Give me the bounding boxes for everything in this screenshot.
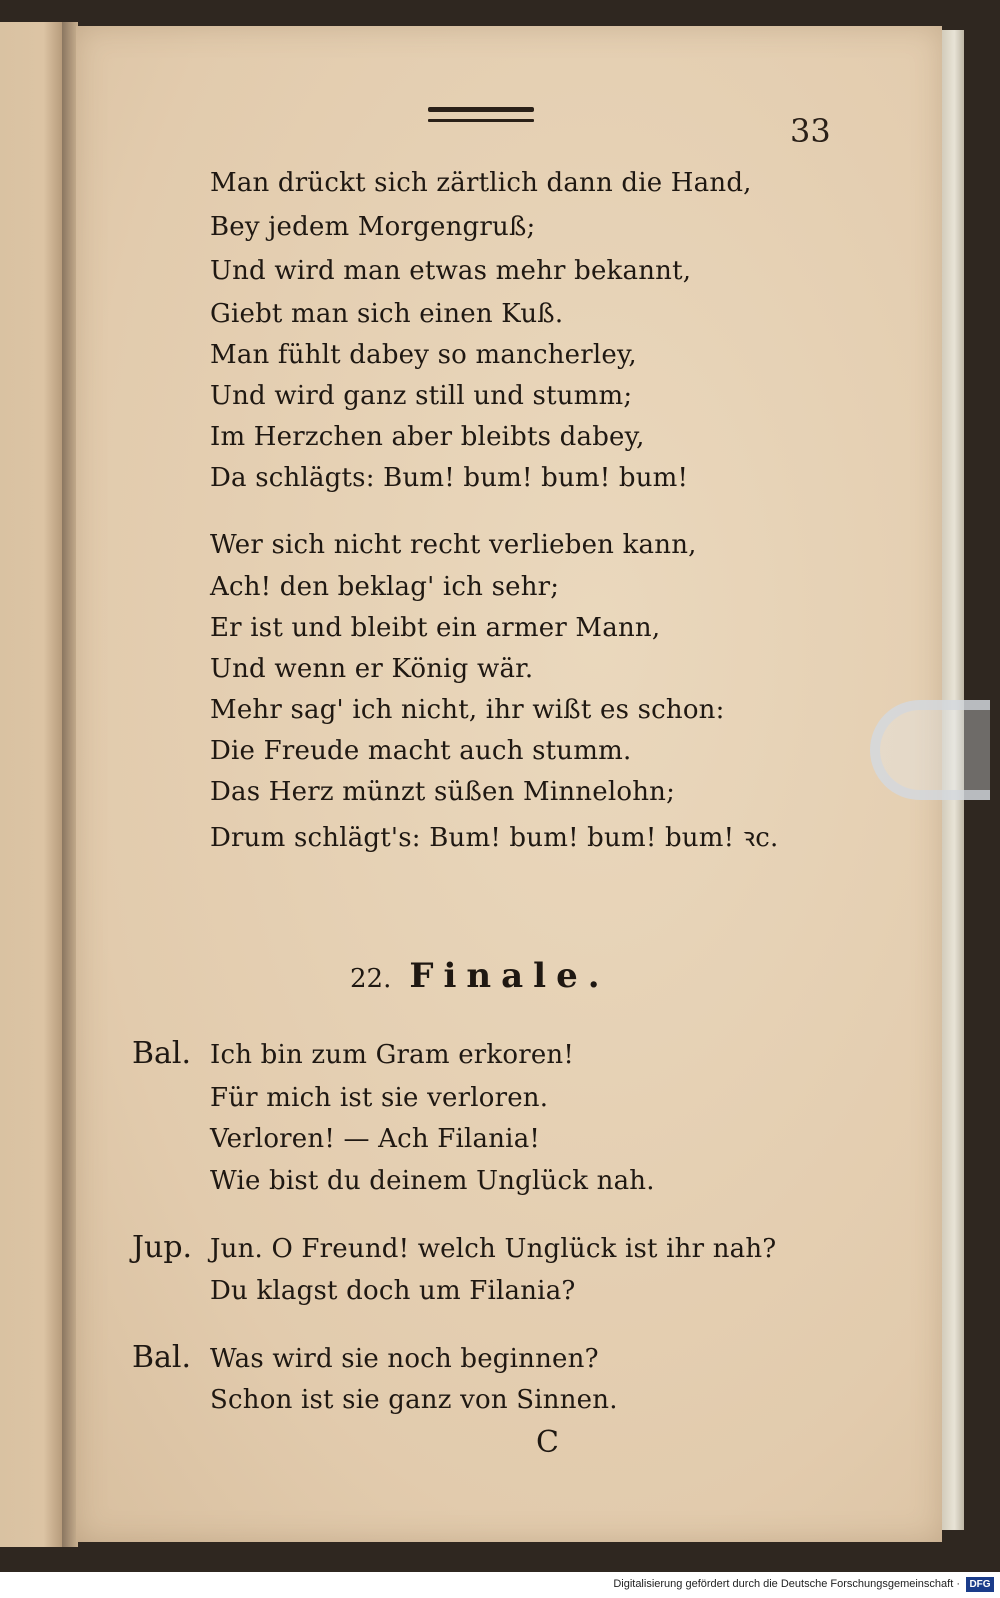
verse-line: Giebt man sich einen Kuß.: [210, 299, 564, 329]
section-number: 22.: [350, 964, 392, 994]
speaker-label: Bal.: [132, 1340, 192, 1375]
verse-line: Und wenn er König wär.: [210, 654, 534, 684]
dialogue-line: Was wird sie noch beginnen?: [210, 1344, 599, 1374]
verse-line: Er ist und bleibt ein armer Mann,: [210, 613, 661, 643]
dialogue-line: Jun. O Freund! welch Unglück ist ihr nah?: [210, 1234, 777, 1264]
dialogue-line: Ich bin zum Gram erkoren!: [210, 1040, 575, 1070]
facing-page-edge: [0, 22, 62, 1547]
verse-line: Man fühlt dabey so mancherley,: [210, 340, 637, 370]
header-rule-thin: [428, 119, 534, 122]
dialogue-line: Verloren! — Ach Filania!: [210, 1124, 541, 1154]
verse-line: Und wird man etwas mehr bekannt,: [210, 256, 692, 286]
verse-line: Ach! den beklag' ich sehr;: [210, 572, 560, 602]
page-clip: [870, 700, 990, 800]
verse-line: Und wird ganz still und stumm;: [210, 381, 633, 411]
signature-mark: C: [536, 1425, 559, 1460]
dialogue-line: Schon ist sie ganz von Sinnen.: [210, 1385, 618, 1415]
footer-credit: Digitalisierung gefördert durch die Deutsche Forschungsgemeinschaft ·: [613, 1578, 960, 1590]
verse-line: Im Herzchen aber bleibts dabey,: [210, 422, 645, 452]
dialogue-line: Du klagst doch um Filania?: [210, 1276, 576, 1306]
verse-line: Bey jedem Morgengruß;: [210, 212, 536, 242]
verse-line: Wer sich nicht recht verlieben kann,: [210, 530, 697, 560]
page-number: 33: [790, 112, 831, 150]
dialogue-line: Für mich ist sie verloren.: [210, 1083, 549, 1113]
section-heading: [350, 956, 610, 996]
verse-line: Drum schlägt's: Bum! bum! bum! bum! ꝛc.: [210, 823, 779, 853]
verse-line: Da schlägts: Bum! bum! bum! bum!: [210, 463, 689, 493]
dfg-logo-icon: DFG: [966, 1577, 994, 1592]
section-title: Finale.: [409, 956, 610, 996]
speaker-label: Jup.: [132, 1230, 193, 1265]
verse-line: Die Freude macht auch stumm.: [210, 736, 632, 766]
speaker-label: Bal.: [132, 1036, 192, 1071]
footer-bar: [0, 1572, 1000, 1598]
dialogue-line: Wie bist du deinem Unglück nah.: [210, 1166, 655, 1196]
header-rule-thick: [428, 107, 534, 112]
verse-line: Man drückt sich zärtlich dann die Hand,: [210, 168, 752, 198]
verse-line: Mehr sag' ich nicht, ihr wißt es schon:: [210, 695, 725, 725]
verse-line: Das Herz münzt süßen Minnelohn;: [210, 777, 676, 807]
